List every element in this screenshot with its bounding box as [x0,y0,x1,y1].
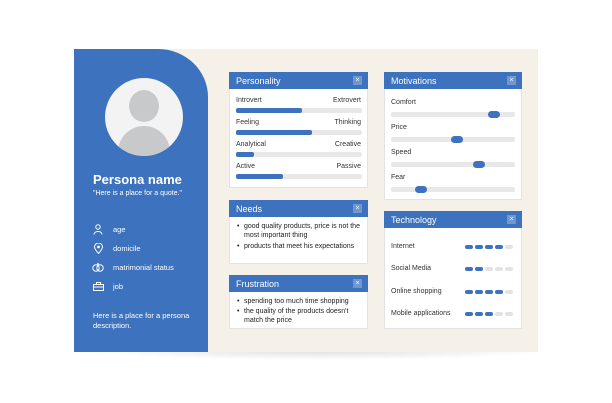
rating-dots [465,290,515,294]
rings-icon [92,261,104,273]
scale-left-label: Feeling [236,119,259,126]
technology-panel [384,211,522,329]
rating-dot [485,312,493,316]
attribute-job [92,280,123,292]
avatar-body-icon [118,126,170,156]
rating-dot [475,267,483,271]
list-item: • the quality of the products doesn't match the price [238,308,366,325]
close-icon[interactable]: × [353,76,362,85]
slider-knob[interactable] [451,136,463,143]
slider-knob[interactable] [473,161,485,168]
scale-fill [236,174,283,179]
rating-dots [465,312,515,316]
rating-dot [465,290,473,294]
persona-name: Persona name [93,172,182,187]
technology-label: Mobile applications [391,310,451,317]
attribute-label: job [113,281,124,291]
person-icon [92,223,104,235]
rating-dot [485,290,493,294]
rating-dot [475,290,483,294]
scale-fill [236,130,312,135]
briefcase-icon [92,280,104,292]
persona-quote: "Here is a place for a quote." [93,190,183,197]
attribute-label: matrimonial status [113,262,174,272]
attribute-label: domicile [113,243,141,253]
rating-dot [475,245,483,249]
persona-description: Here is a place for a persona description. [93,311,190,330]
rating-dot [505,245,513,249]
panel-header [229,275,368,292]
rating-dot [495,312,503,316]
rating-dots [465,245,515,249]
scale-right-label: Passive [336,163,361,170]
scale-left-label: Introvert [236,97,262,104]
motivations-panel [384,72,522,200]
scale-right-label: Thinking [334,119,361,126]
panel-header [229,200,368,217]
panel-title: Motivations [391,76,437,86]
location-pin-icon [92,242,104,254]
personality-panel [229,72,368,188]
attribute-age [92,223,126,235]
scale-fill [236,152,254,157]
list-item: • products that meet his expectations [238,243,366,252]
rating-dot [485,245,493,249]
scale-left-label: Active [236,163,256,170]
needs-panel [229,200,368,264]
motivation-label: Speed [391,149,412,156]
panel-title: Personality [236,76,281,86]
list-item: • spending too much time shopping [238,298,366,307]
motivation-label: Price [391,124,407,131]
avatar-head-icon [129,90,159,122]
avatar [105,78,183,156]
technology-label: Social Media [391,265,432,272]
rating-dots [465,267,515,271]
rating-dot [495,267,503,271]
personality-scale [236,152,362,157]
personality-scale [236,108,362,113]
rating-dot [465,267,473,271]
rating-dot [475,312,483,316]
slider-knob[interactable] [415,186,427,193]
scale-right-label: Extrovert [332,97,361,104]
rating-dot [495,245,503,249]
attribute-label: age [113,224,126,234]
panel-header [384,211,522,228]
scale-left-label: Analytical [236,141,266,148]
motivation-slider[interactable] [391,137,515,142]
motivation-slider[interactable] [391,162,515,167]
attribute-domicile [92,242,141,254]
rating-dot [465,245,473,249]
list-item: • good quality products, price is not the most important thing [238,223,366,240]
close-icon[interactable]: × [507,76,516,85]
rating-dot [465,312,473,316]
attribute-matrimonial-status [92,261,174,273]
scale-right-label: Creative [334,141,361,148]
personality-scale [236,130,362,135]
rating-dot [505,290,513,294]
scale-fill [236,108,302,113]
persona-sidebar [74,49,208,352]
motivation-label: Fear [391,174,406,181]
motivation-slider[interactable] [391,112,515,117]
rating-dot [485,267,493,271]
panel-header [384,72,522,89]
panel-title: Frustration [236,279,280,289]
close-icon[interactable]: × [507,215,516,224]
rating-dot [505,312,513,316]
slider-knob[interactable] [488,111,500,118]
rating-dot [505,267,513,271]
panel-title: Needs [236,204,263,214]
panel-header [229,72,368,89]
motivation-label: Comfort [391,99,416,106]
close-icon[interactable]: × [353,279,362,288]
personality-scale [236,174,362,179]
rating-dot [495,290,503,294]
technology-label: Online shopping [391,288,442,295]
panel-title: Technology [391,215,437,225]
motivation-slider[interactable] [391,187,515,192]
technology-label: Internet [391,243,415,250]
close-icon[interactable]: × [353,204,362,213]
frustration-panel [229,275,368,329]
